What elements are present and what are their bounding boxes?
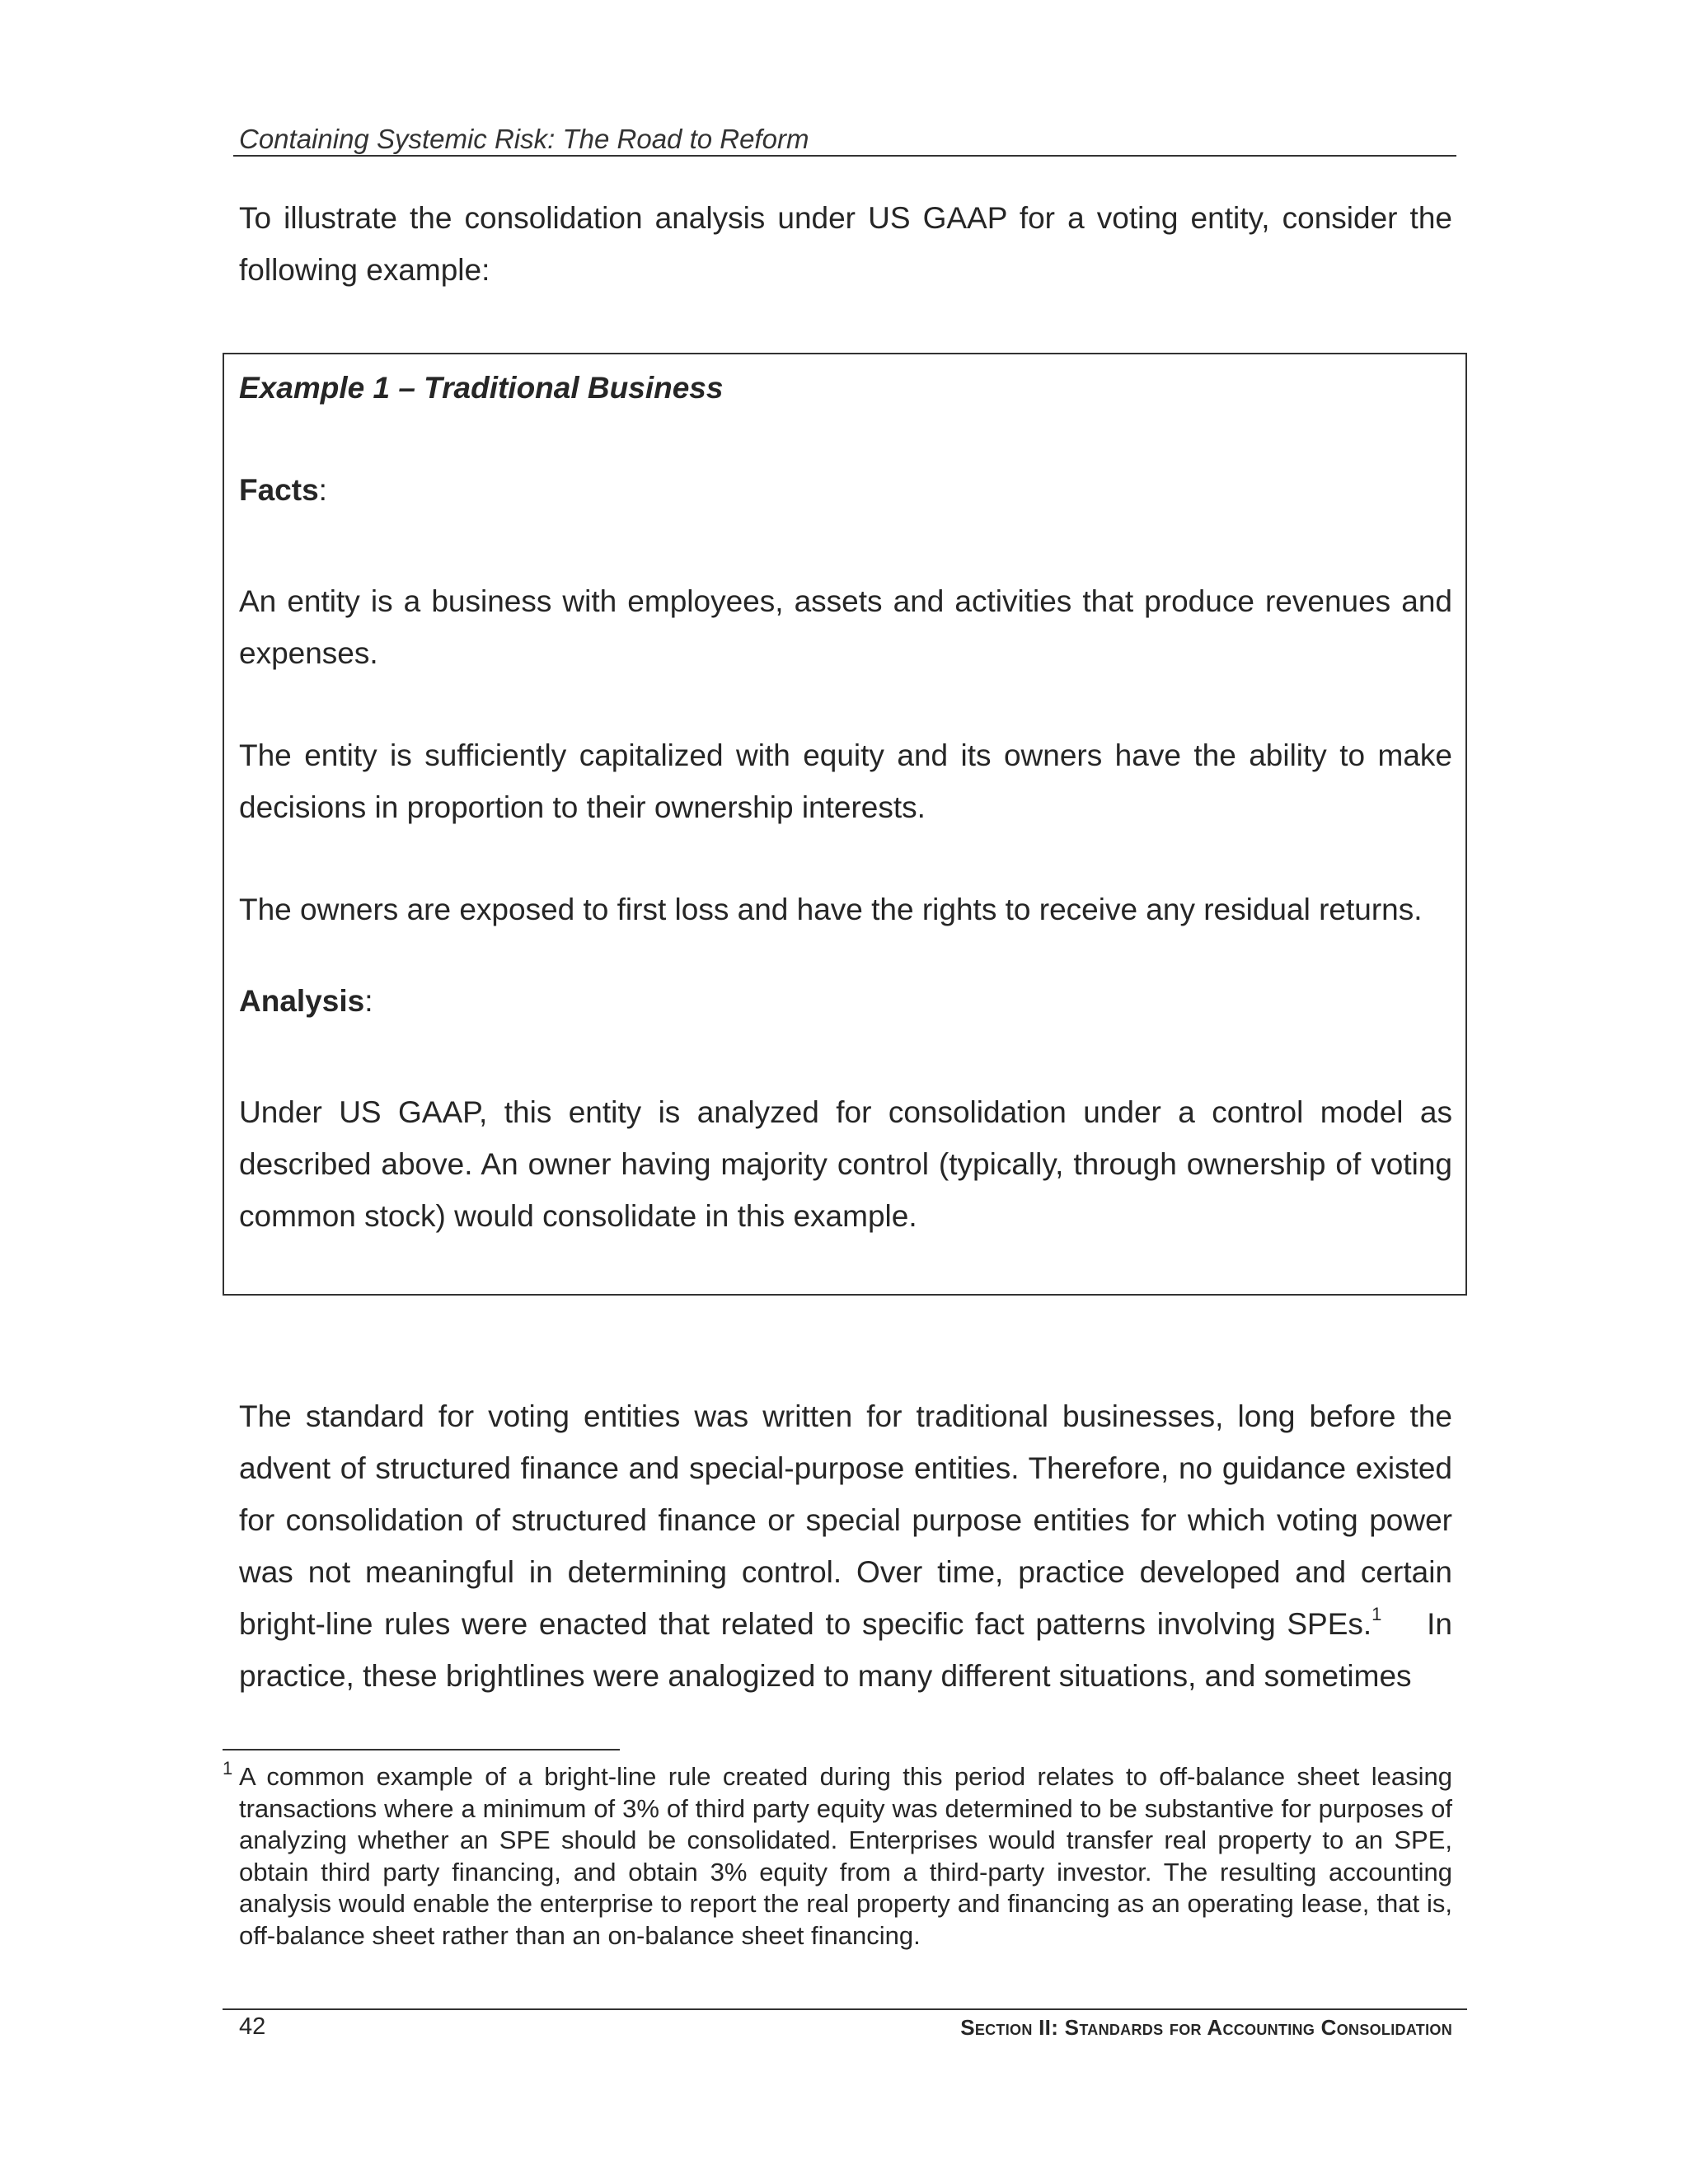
intro-paragraph — [239, 192, 1452, 296]
analysis-heading — [239, 984, 373, 1019]
fact-paragraph-3: The owners are exposed to first loss and have the rights to receive any residual returns. — [239, 893, 1423, 926]
main-paragraph-part-2: In practice, these brightlines were analogized to many different situations, and sometimes — [239, 1607, 1461, 1693]
footnote-text: A common example of a bright-line rule created during this period relates to off-balance sheet leasing transactions where a minimum of 3% of third party equity was determined to be substantive for purposes of analyzing whether an SPE should be consolidated. Enterprises would transfer real property to an SPE, obtain third party financing, and obtain 3% equity from a third-party investor. The resulting accounting analysis would enable the enterprise to report the real property and financing as an operating lease, that is, off-balance sheet rather than an on-balance sheet financing. — [239, 1762, 1452, 1950]
main-paragraph — [239, 1390, 1461, 1702]
footnote-rule — [223, 1749, 620, 1750]
running-header: Containing Systemic Risk: The Road to Reform — [239, 124, 809, 154]
facts-heading — [239, 473, 327, 508]
main-paragraph-part-1: The standard for voting entities was written for traditional businesses, long before the advent of structured finance and special-purpose entities. Therefore, no guidance existed for consolidation of structured finance or special purpose entities for which voting power was not meaningful in determining control. Over time, practice developed and certain bright-line rules were enacted that related to specific fact patterns involving SPEs. — [239, 1399, 1452, 1641]
fact-paragraph-1: An entity is a business with employees, assets and activities that produce revenues and expenses. — [239, 584, 1452, 670]
analysis-colon: : — [364, 984, 373, 1018]
example-title: Example 1 – Traditional Business — [239, 371, 724, 405]
intro-line-1: To illustrate the consolidation analysis under US GAAP for a voting entity, consider the — [239, 201, 1452, 235]
header-rule — [233, 155, 1456, 157]
section-title: Section II: Standards for Accounting Consolidation — [960, 2015, 1452, 2040]
facts-colon: : — [318, 473, 327, 507]
footnote-reference[interactable]: 1 — [1372, 1603, 1382, 1624]
facts-label: Facts — [239, 473, 319, 507]
footnote-marker: 1 — [223, 1758, 233, 1779]
page-number: 42 — [239, 2013, 266, 2040]
analysis-label: Analysis — [239, 984, 365, 1018]
analysis-paragraph: Under US GAAP, this entity is analyzed for consolidation under a control model as described above. An owner having majority control (typically, through ownership of voting common stock) would consolidate in this example. — [239, 1095, 1452, 1233]
intro-line-2: following example: — [239, 253, 490, 287]
footer-rule — [223, 2008, 1467, 2010]
example-box — [223, 353, 1467, 1296]
fact-paragraph-2: The entity is sufficiently capitalized with equity and its owners have the ability to make decisions in proportion to their ownership interests. — [239, 738, 1452, 824]
